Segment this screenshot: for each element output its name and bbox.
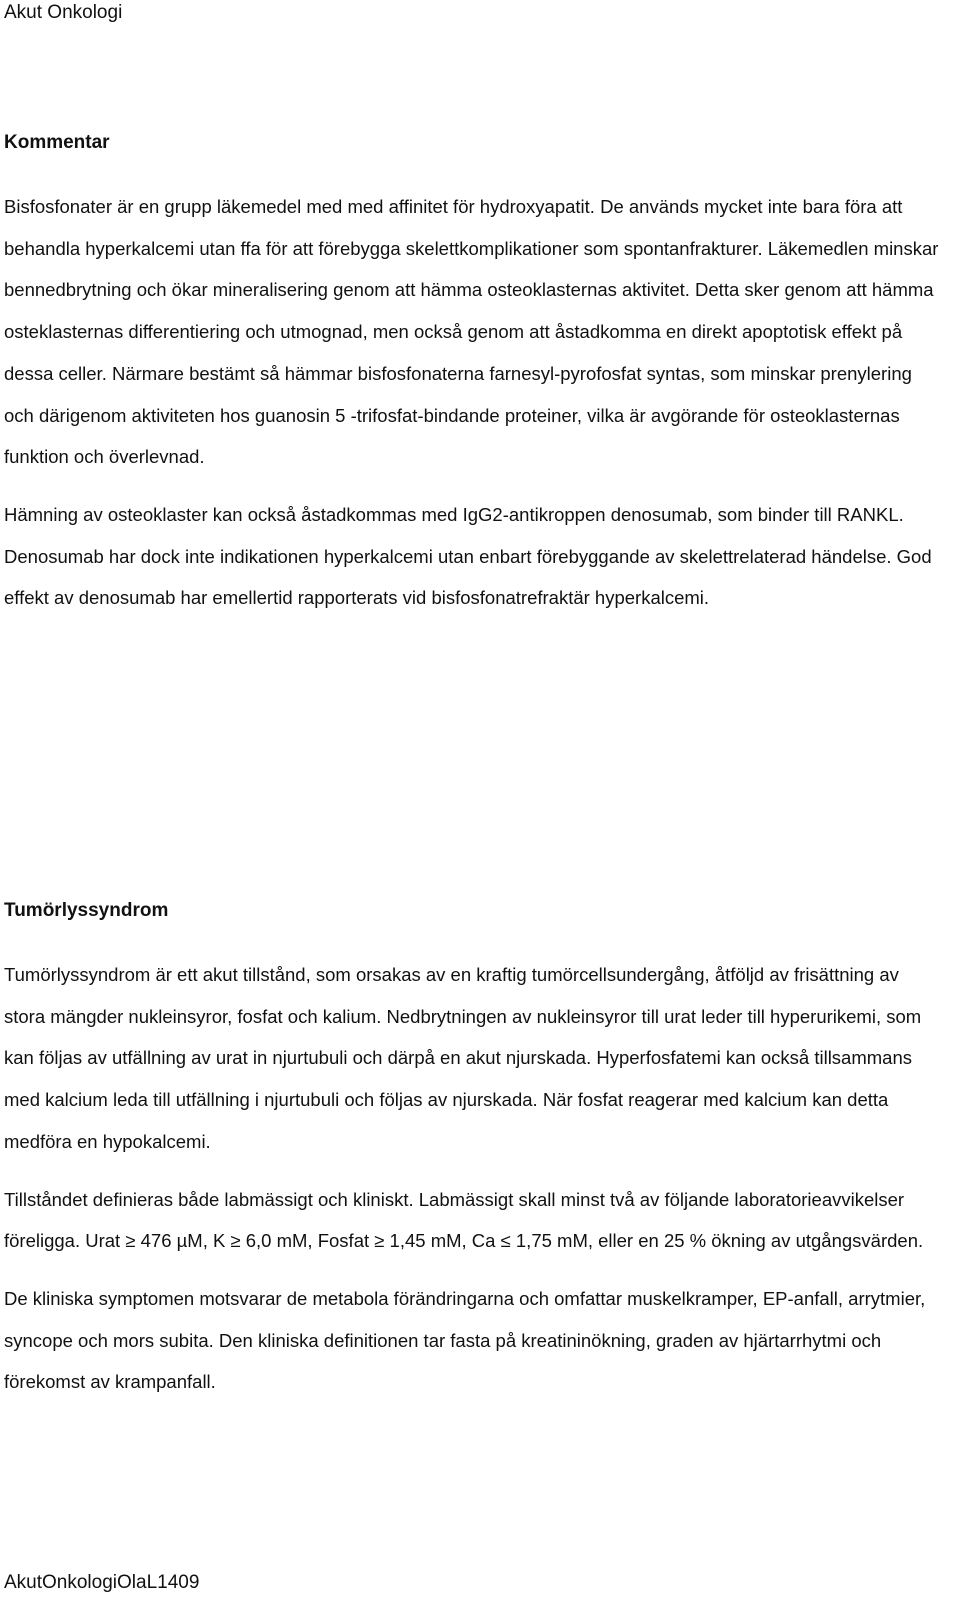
section-heading: Kommentar bbox=[4, 132, 110, 153]
section-kommentar bbox=[4, 130, 944, 619]
paragraph: De kliniska symptomen motsvarar de metabola förändringarna och omfattar muskelkramper, EP-anfall, arrytmier, syncope och mors subita. Den kliniska definitionen tar fasta på kreatininökning, graden av hjärtarrhytmi och förekomst av krampanfall. bbox=[4, 1287, 926, 1393]
paragraph: Bisfosfonater är en grupp läkemedel med med affinitet för hydroxyapatit. De används mycket inte bara föra att behandla hyperkalcemi utan ffa för att förebygga skelettkomplikationer som spontanfrakturer. Läkemedlen minskar bennedbrytning och ökar mineralisering genom att hämma osteoklasternas aktivitet. Detta sker genom att hämma osteklasternas differentiering och utmognad, men också genom att åstadkomma en direkt apoptotisk effekt på dessa celler. Närmare bestämt så hämmar bisfosfonaterna farnesyl-pyrofosfat syntas, som minskar prenylering och därigenom aktiviteten hos guanosin 5 -trifosfat-bindande proteiner, vilka är avgörande för osteoklasternas funktion och överlevnad. bbox=[4, 196, 939, 468]
paragraph: Hämning av osteoklaster kan också åstadkommas med IgG2-antikroppen denosumab, som binder till RANKL. Denosumab har dock inte indikationen hyperkalcemi utan enbart förebyggande av skelettrelaterad händelse. God effekt av denosumab har emellertid rapporterats vid bisfosfonatrefraktär hyperkalcemi. bbox=[4, 503, 932, 609]
page-header: Akut Onkologi bbox=[4, 2, 123, 23]
section-tumorlyssyndrom bbox=[4, 898, 944, 1403]
paragraph: Tumörlyssyndrom är ett akut tillstånd, som orsakas av en kraftig tumörcellsundergång, åtföljd av frisättning av stora mängder nukleinsyror, fosfat och kalium. Nedbrytningen av nukleinsyror till urat leder till hyperurikemi, som kan följas av utfällning av urat in njurtubuli och därpå en akut njurskada. Hyperfosfatemi kan också tillsammans med kalcium leda till utfällning i njurtubuli och följas av njurskada. När fosfat reagerar med kalcium kan detta medföra en hypokalcemi. bbox=[4, 964, 922, 1152]
section-heading: Tumörlyssyndrom bbox=[4, 900, 169, 921]
paragraph: Tillståndet definieras både labmässigt och kliniskt. Labmässigt skall minst två av följande laboratorieavvikelser föreligga. Urat ≥ 476 µM, K ≥ 6,0 mM, Fosfat ≥ 1,45 mM, Ca ≤ 1,75 mM, eller en 25 % ökning av utgångsvärden. bbox=[4, 1188, 924, 1252]
page-footer: AkutOnkologiOlaL1409 bbox=[4, 1572, 200, 1593]
